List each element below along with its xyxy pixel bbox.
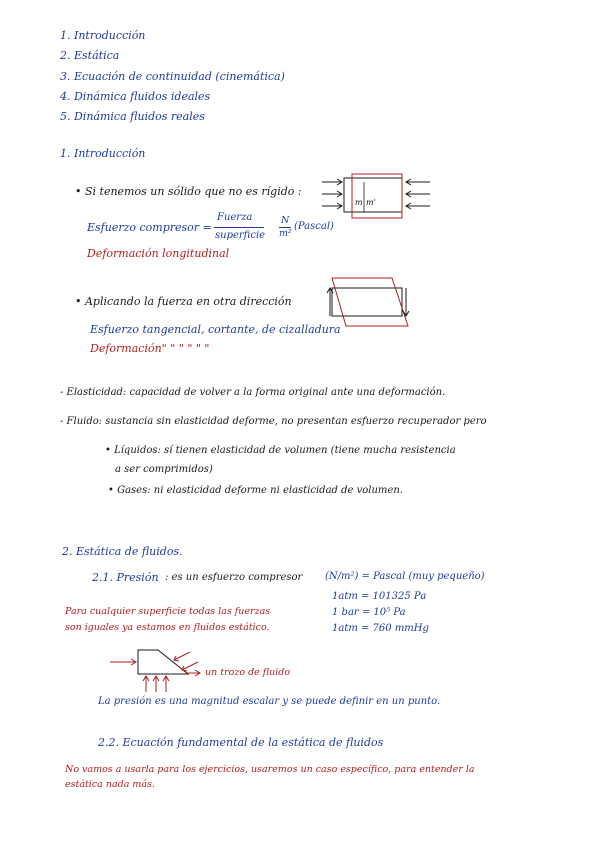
fraction-bar (214, 227, 264, 228)
toc-item-4: 4. Dinámica fluidos ideales (60, 90, 211, 103)
pressure-subheading: 2.1. Presión (92, 571, 159, 584)
compression-figure (322, 172, 432, 222)
fundamental-equation-subheading: 2.2. Ecuación fundamental de la estática de fluidos (98, 736, 384, 749)
toc-item-5: 5. Dinámica fluidos reales (60, 110, 205, 123)
fraction-numerator: Fuerza (217, 212, 253, 223)
scalar-pressure-note: La presión es una magnitud escalar y se puede definir en un punto. (98, 696, 441, 707)
red-note-line-2: son iguales ya estamos en fluidos estático. (65, 622, 270, 633)
toc-item-3: 3. Ecuación de continuidad (cinemática) (60, 70, 285, 83)
fluid-piece-label: un trozo de fluido (205, 667, 291, 678)
bar-to-pa: 1 bar = 10⁵ Pa (332, 607, 406, 618)
fraction-denominator: superficie (215, 230, 266, 241)
atm-to-mmhg: 1atm = 760 mmHg (332, 623, 429, 634)
atm-to-pa: 1atm = 101325 Pa (332, 591, 427, 602)
toc-item-1: 1. Introducción (60, 29, 146, 42)
red-note-line-1: Para cualquier superficie todas las fuerzas (65, 606, 271, 617)
tangential-stress: Esfuerzo tangencial, cortante, de cizalladura (90, 323, 341, 336)
tangential-deformation: Deformación" " " " " " (90, 342, 210, 355)
toc-item-2: 2. Estática (60, 49, 120, 62)
longitudinal-deformation: Deformación longitudinal (87, 247, 230, 260)
elasticity-definition: - Elasticidad: capacidad de volver a la forma original ante una deformación. (60, 387, 446, 398)
fig1-label-m-prime: m' (366, 198, 376, 207)
liquids-line-2: a ser comprimidos) (115, 464, 213, 475)
final-note-line-2: estática nada más. (65, 779, 155, 790)
section1-heading: 1. Introducción (60, 147, 146, 160)
bullet-non-rigid-solid: • Si tenemos un sólido que no es rígido : (75, 185, 302, 198)
gases-line: • Gases: ni elasticidad deforme ni elasticidad de volumen. (108, 485, 403, 496)
liquids-line-1: • Líquidos: sí tienen elasticidad de volumen (tiene mucha resistencia (105, 445, 456, 456)
pascal-unit-line: (N/m²) = Pascal (muy pequeño) (325, 571, 485, 582)
fluid-definition: - Fluido: sustancia sin elasticidad deforme, no presentan esfuerzo recuperador pero (60, 416, 487, 427)
bullet-other-direction: • Aplicando la fuerza en otra dirección (75, 295, 292, 308)
unit-name: (Pascal) (294, 221, 334, 232)
fig1-label-m: m (355, 198, 363, 207)
pressure-definition: : es un esfuerzo compresor (165, 572, 303, 583)
section2-heading: 2. Estática de fluidos. (62, 545, 183, 558)
unit-numerator: N (281, 215, 290, 226)
unit-denominator: m² (279, 228, 292, 239)
shear-figure (324, 278, 414, 328)
final-note-line-1: No vamos a usarla para los ejercicios, usaremos un caso específico, para entender la (65, 764, 475, 775)
compressive-stress-label: Esfuerzo compresor = (87, 221, 212, 234)
